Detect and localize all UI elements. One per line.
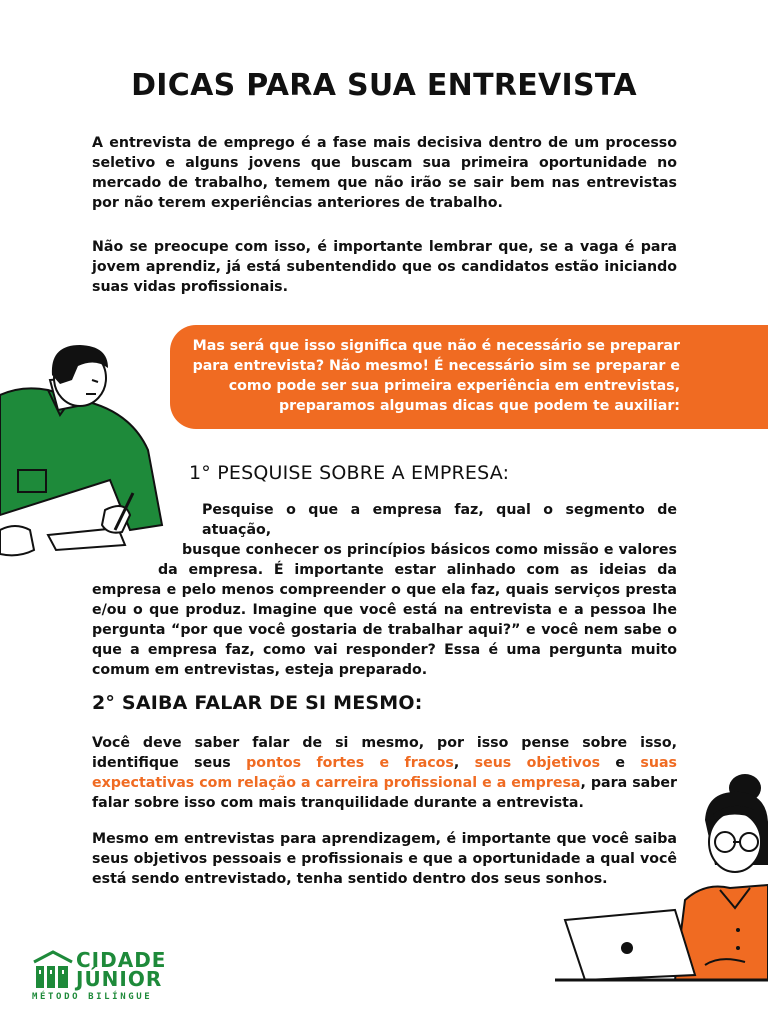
logo-wordmark — [76, 948, 167, 991]
highlight-expectations: suas expectativas com relação a carreira profissional e a empresa — [92, 755, 677, 791]
section-1-body — [92, 500, 677, 680]
callout-line-4: preparamos algumas dicas que podem te auxiliar: — [278, 398, 680, 414]
callout-text — [186, 336, 680, 416]
intro-paragraph-2: Não se preocupe com isso, é importante lembrar que, se a vaga é para jovem aprendiz, já está subentendido que os candidatos estão iniciando suas vidas profissionais. — [92, 239, 677, 295]
logo-icon — [32, 950, 74, 990]
logo-line-2: JÚNIOR — [76, 967, 163, 991]
section-1-heading: 1° PESQUISE SOBRE A EMPRESA: — [189, 462, 510, 484]
section-2-sep-1: , — [453, 755, 475, 771]
section-2-text-end: , para saber falar sobre isso com mais tranquilidade durante a entrevista. — [92, 775, 677, 811]
section-1-line-3: da empresa. É importante estar alinhado com as ideias da — [158, 562, 677, 578]
section-1-rest: empresa e pelo menos compreender o que ela faz, quais serviços presta e/ou o que produz. Imagine que você está na entrevista e a pessoa lhe pergunta “por que você gostaria de trabalhar aqui?” e você nem sabe o que a empresa faz, como vai responder? Essa é uma pergunta muito comum em entrevistas, esteja preparado. — [92, 582, 677, 678]
logo-tagline: MÉTODO BILÍNGUE — [32, 992, 153, 1002]
section-2-text-start: Você deve saber falar de si mesmo, por isso pense sobre isso, identifique seus — [92, 735, 677, 771]
callout-line-1: Mas será que isso significa que não é necessário se preparar — [192, 338, 680, 354]
woman-laptop-illustration — [555, 770, 768, 990]
section-1-line-1: Pesquise o que a empresa faz, qual o segmento de atuação, — [202, 502, 677, 538]
section-2-sep-2: e — [600, 755, 641, 771]
callout-line-3: como pode ser sua primeira experiência em entrevistas, — [228, 378, 680, 394]
section-2-paragraph-2: Mesmo em entrevistas para aprendizagem, é importante que você saiba seus objetivos pessoais e profissionais e que a oportunidade a qual você está sendo entrevistado, tenha sentido dentro dos seus sonhos. — [92, 831, 677, 887]
section-1-line-2: busque conhecer os princípios básicos como missão e valores — [182, 542, 677, 558]
callout-line-2: para entrevista? Não mesmo! É necessário sim se preparar e — [192, 358, 680, 374]
intro-paragraph-1: A entrevista de emprego é a fase mais decisiva dentro de um processo seletivo e alguns jovens que buscam sua primeira oportunidade no mercado de trabalho, temem que não irão se sair bem nas entrevistas por não terem experiências anteriores de trabalho. — [92, 135, 677, 211]
logo-line-1: CIDADE — [76, 948, 167, 972]
highlight-objectives: seus objetivos — [474, 755, 601, 771]
section-2-heading: 2° SAIBA FALAR DE SI MESMO: — [92, 692, 423, 714]
highlight-strengths: pontos fortes e fracos — [246, 755, 454, 771]
page-title: DICAS PARA SUA ENTREVISTA — [131, 68, 637, 103]
